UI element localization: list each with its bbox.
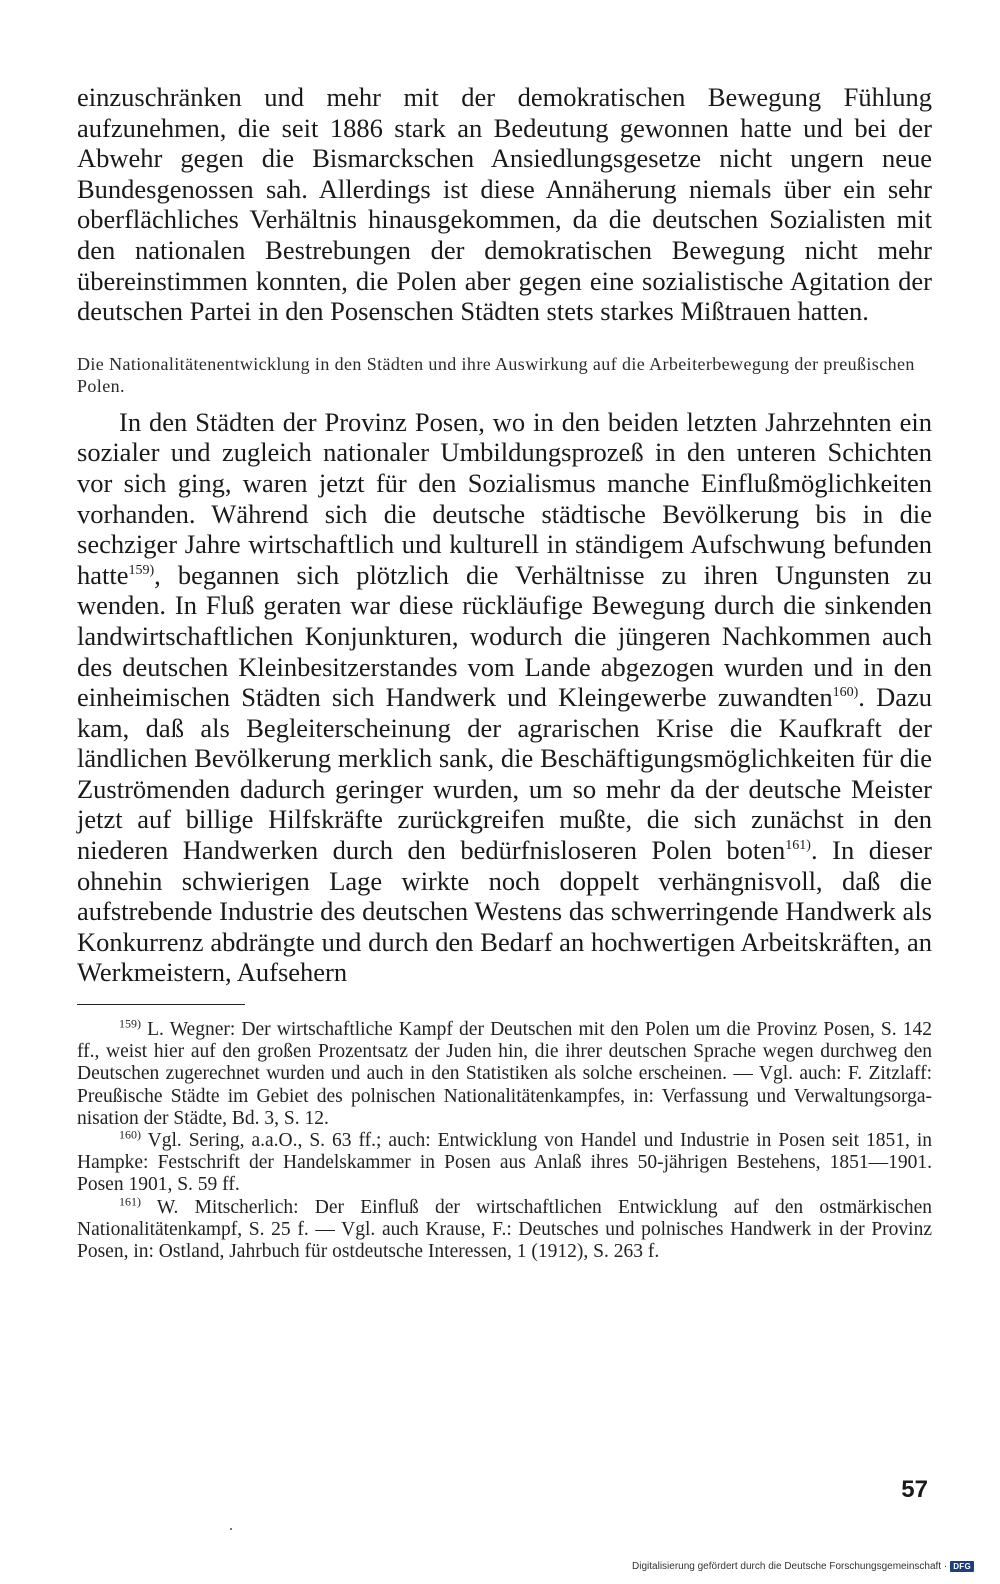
- footnote-161: [77, 1194, 932, 1264]
- paragraph-continuation: einzuschränken und mehr mit der demokratischen Bewegung Fühlung aufzunehmen, die seit 1886 stark an Bedeutung gewonnen hatte und bei der Abwehr gegen die Bismarckschen Ansiedlungsgesetze nicht ungern neue Bundesgenossen sah. Allerdings ist diese Annäherung niemals über ein sehr oberflächliches Verhältnis hinausgekommen, da die deutschen Sozialisten mit den nationalen Bestrebungen der demokratischen Bewegung nicht mehr übereinstimmen konnten, die Polen aber gegen eine sozialistische Agitation der deutschen Partei in den Posenschen Städten stets starkes Mißtrauen hatten.: [77, 82, 932, 327]
- footnote-marker: 160): [119, 1127, 141, 1142]
- paragraph-main: [77, 407, 932, 988]
- paragraph-text: In den Städten der Provinz Posen, wo in den beiden letzten Jahrzehnten ein sozialer und zugleich nationaler Umbildungsprozeß in den unteren Schichten vor sich ging, waren jetzt für den Sozialismus manche Einflußmöglichkeiten vorhanden. Während sich die deutsche städtische Bevölkerung bis in die sechziger Jahre wirtschaftlich und kulturell in ständigem Aufschwung befunden hatte: [77, 406, 932, 590]
- footnote-text: Vgl. Sering, a.a.O., S. 63 ff.; auch: Entwicklung von Handel und Industrie in Posen seit 1851, in Hampke: Festschrift der Handelskammer in Posen aus Anlaß ihres 50-jährigen Bestehens, 1851—1901. Posen 1901, S. 59 ff.: [77, 1130, 932, 1196]
- digitization-credit: [632, 1561, 974, 1572]
- section-heading: Die Nationalitätenentwicklung in den Städten und ihre Auswirkung auf die Arbeiterbewegung der preußischen Polen.: [77, 353, 915, 396]
- footnote-ref-161[interactable]: 161): [785, 838, 811, 854]
- footnote-159: [77, 1016, 932, 1130]
- page-content: [77, 82, 932, 1263]
- paragraph-text: . Dazu kam, daß als Begleiterscheinung der agrarischen Krise die Kaufkraft der ländlichen Bevölkerung merklich sank, die Beschäftigungsmöglichkeiten für die Zuströmenden dadurch geringer wurden, um so mehr da der deutsche Meister jetzt auf billige Hilfskräfte zurückgreifen mußte, die sich zunächst in den niederen Handwerken durch den bedürfnisloseren Polen boten: [77, 682, 932, 866]
- page-number: 57: [901, 1476, 928, 1503]
- footnote-ref-160[interactable]: 160): [832, 685, 859, 701]
- credit-text: Digitalisierung gefördert durch die Deutsche Forschungsgemeinschaft ·: [632, 1561, 948, 1572]
- footnote-text: W. Mitscherlich: Der Einfluß der wirtschaftlichen Entwicklung auf den ostmärkischen Nationalitätenkampf, S. 25 f. — Vgl. auch Krause, F.: Deutsches und polnisches Handwerk in der Provinz Posen, in: Ostland, Jahrbuch für ostdeutsche Interessen, 1 (1912), S. 263 f.: [77, 1196, 932, 1263]
- footnote-160: [77, 1127, 932, 1197]
- footnote-marker: 161): [119, 1194, 141, 1209]
- paragraph-text: . In dieser ohnehin schwierigen Lage wirkte noch doppelt verhängnisvoll, daß die aufstrebende Industrie des deutschen Westens das schwerringende Handwerk als Konkurrenz abdrängte und durch den Bedarf an hochwertigen Arbeitskräften, an Werkmeistern, Aufsehern: [77, 835, 932, 988]
- footnote-marker: 159): [119, 1016, 141, 1031]
- paragraph-text: , begannen sich plötzlich die Verhältnisse zu ihren Ungunsten zu wenden. In Fluß geraten war diese rückläufige Bewegung durch die sinkenden landwirtschaftlichen Konjunkturen, wodurch die jüngeren Nachkommen auch des deutschen Kleinbesitzerstandes vom Lande abgezogen wurden und in den einheimischen Städten sich Handwerk und Kleingewerbe zuwandten: [77, 559, 932, 713]
- footnote-ref-159[interactable]: 159): [128, 562, 155, 578]
- dfg-logo-icon: DFG: [950, 1561, 974, 1572]
- footnote-divider: [77, 1004, 245, 1005]
- scan-speck: [230, 1528, 232, 1530]
- footnote-text: L. Wegner: Der wirtschaftliche Kampf der Deutschen mit den Polen um die Provinz Posen, S. 142 ff., weist hier auf den großen Prozentsatz der Juden hin, die ihrer deutschen Sprache wegen durchweg den Deutschen zugerechnet wurden und auch in den Statistiken als solche erscheinen. — Vgl. auch: F. Zitzlaff: Preußische Städte im Gebiet des polnischen Nationalitätenkampfes, in: Verfassung und Verwaltungsorganisation der Städte, Bd. 3, S. 12.: [77, 1019, 932, 1129]
